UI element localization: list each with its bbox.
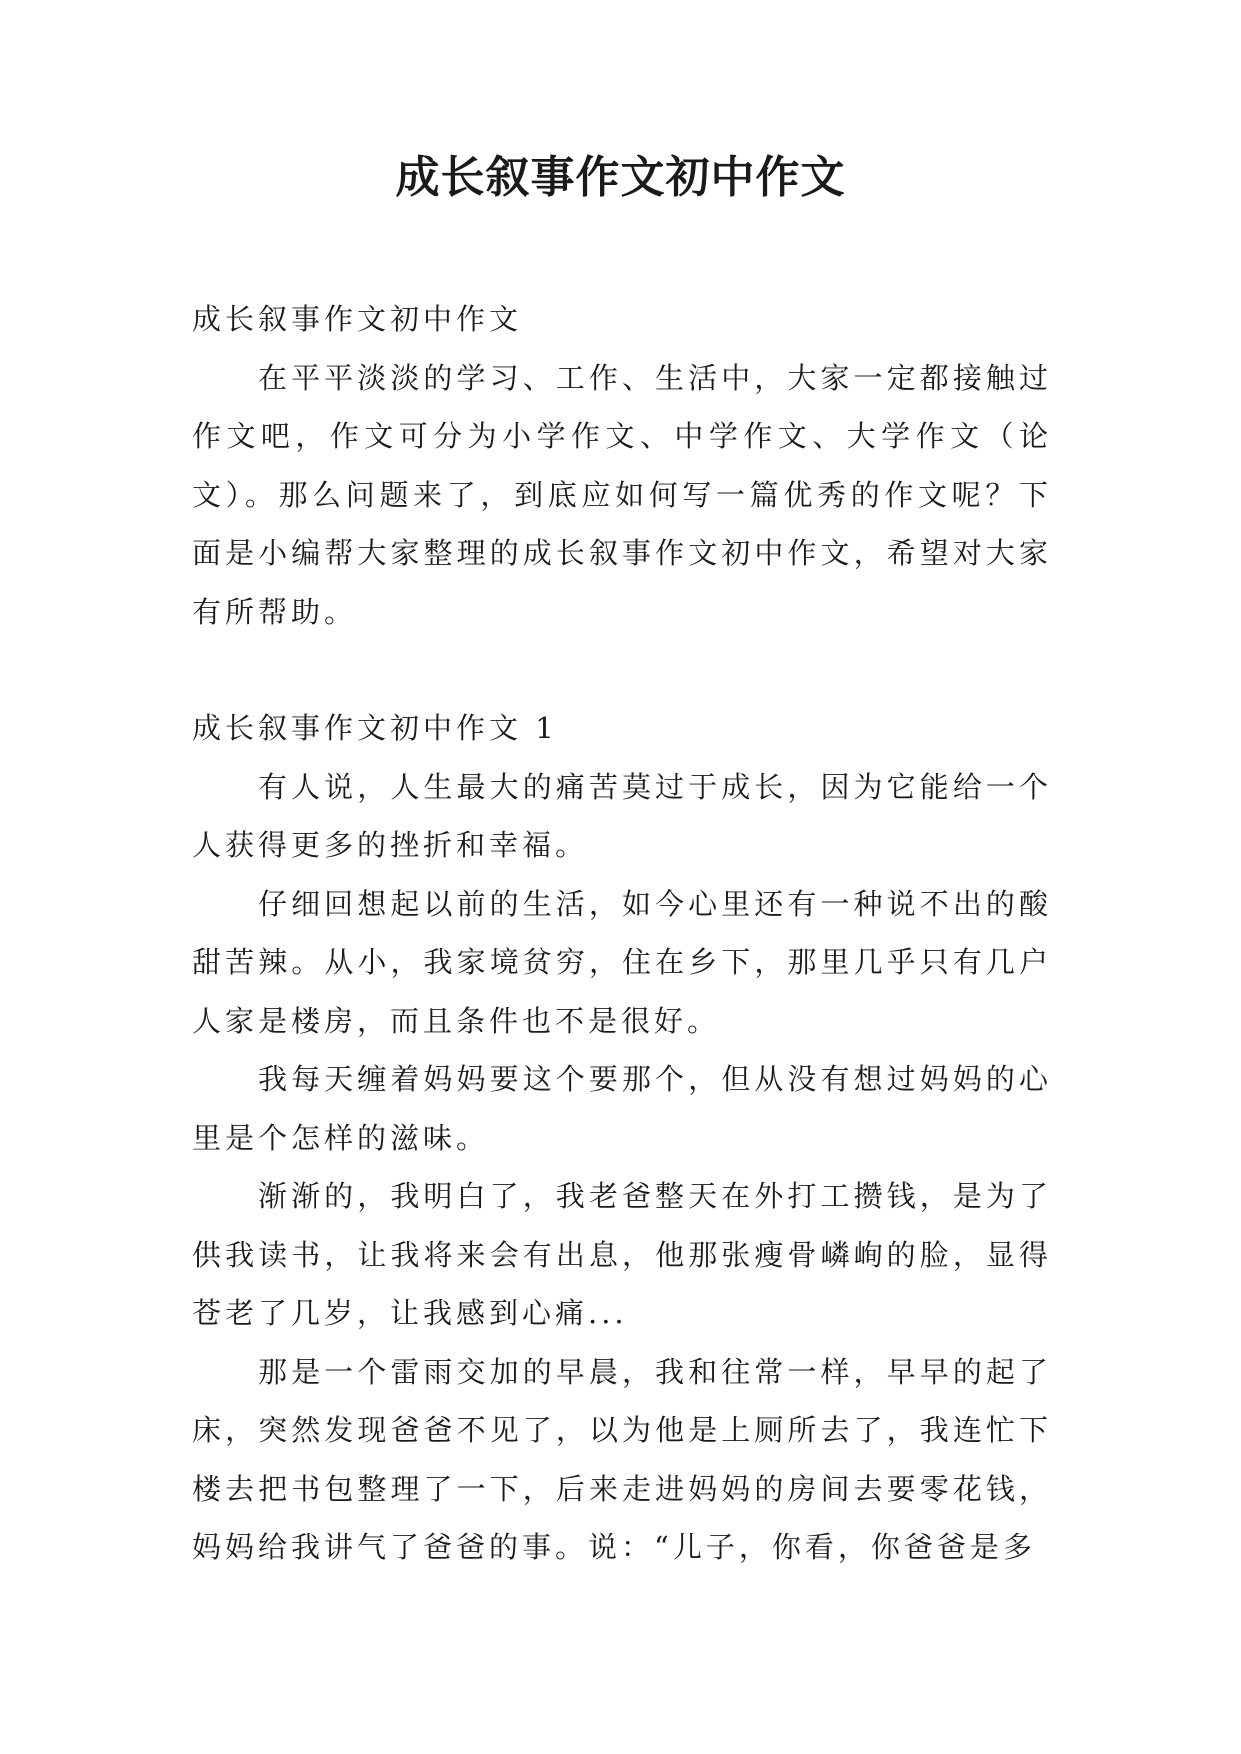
document-title: 成长叙事作文初中作文	[395, 152, 846, 203]
document-body	[192, 290, 1052, 1577]
body-paragraph: 我每天缠着妈妈要这个要那个，但从没有想过妈妈的心里是个怎样的滋味。	[192, 1062, 1052, 1155]
body-paragraph: 仔细回想起以前的生活，如今心里还有一种说不出的酸甜苦辣。从小，我家境贫穷，住在乡下，那里几乎只有几户人家是楼房，而且条件也不是很好。	[192, 886, 1052, 1038]
body-paragraph: 那是一个雷雨交加的早晨，我和往常一样，早早的起了床，突然发现爸爸不见了，以为他是上厕所去了，我连忙下楼去把书包整理了一下，后来走进妈妈的房间去要零花钱，妈妈给我讲气了爸爸的事。说：“儿子，你看，你爸爸是多	[192, 1354, 1052, 1564]
body-paragraph: 渐渐的，我明白了，我老爸整天在外打工攒钱，是为了供我读书，让我将来会有出息，他那张瘦骨嶙峋的脸，显得苍老了几岁，让我感到心痛...	[192, 1179, 1052, 1330]
body-paragraph: 有人说，人生最大的痛苦莫过于成长，因为它能给一个人获得更多的挫折和幸福。	[192, 769, 1052, 862]
section-spacer	[192, 641, 1052, 699]
section-heading: 成长叙事作文初中作文 1	[192, 711, 558, 745]
intro-heading: 成长叙事作文初中作文	[192, 302, 523, 336]
intro-paragraph: 在平平淡淡的学习、工作、生活中，大家一定都接触过作文吧，作文可分为小学作文、中学作文、大学作文（论文）。那么问题来了，到底应如何写一篇优秀的作文呢？下面是小编帮大家整理的成长叙事作文初中作文，希望对大家有所帮助。	[192, 360, 1052, 629]
